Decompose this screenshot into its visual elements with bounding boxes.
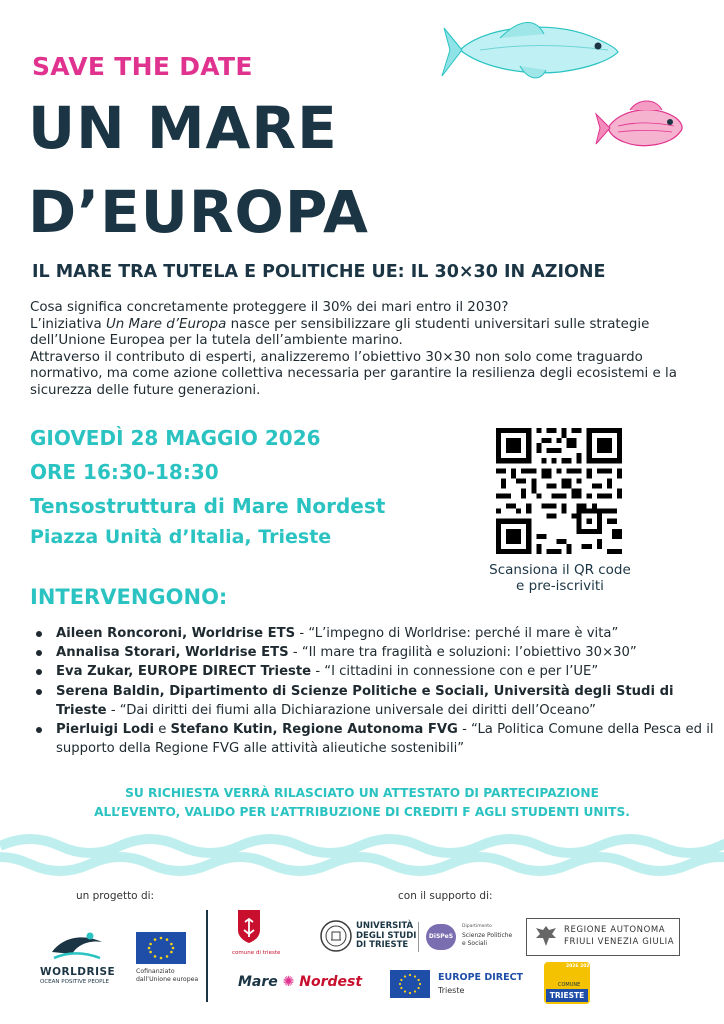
registration-qr-code[interactable] [496,428,622,554]
mare-nordest-logo: Mare ✺ Nordest [238,974,363,990]
wave-decoration [0,828,724,878]
eu-cofund-text: Cofinanziato dall’Unione europea [136,968,199,983]
project-label: un progetto di: [76,890,155,902]
intro-line1: Cosa significa concretamente proteggere il 30% dei mari entro il 2030? [30,300,509,315]
dispes-logo: DiSPeS [426,924,456,950]
worldrise-logo-icon [50,932,104,962]
fvg-eagle-icon [532,922,560,950]
trieste-badge-label: TRIESTE [546,989,588,1002]
comune-trieste-label: comune di trieste [232,950,281,956]
event-subtitle: IL MARE TRA TUTELA E POLITICHE UE: IL 30×30 IN AZIONE [32,262,606,282]
speaker-item: Serena Baldin, Dipartimento di Scienze Politiche e Sociali, Università degli Studi di Trieste - “Dai diritti dei fiumi alla Dichiarazione universale dei diritti dell’Oceano” [36,682,716,720]
units-name: UNIVERSITÀ DEGLI STUDI DI TRIESTE [356,921,417,950]
eu-flag-icon [136,932,186,964]
speaker-item: Annalisa Storari, Worldrise ETS - “Il mare tra fragilità e soluzioni: l’obiettivo 30×30” [36,643,716,662]
certificate-notice: SU RICHIESTA VERRÀ RILASCIATO UN ATTESTATO DI PARTECIPAZIONE ALL’EVENTO, VALIDO PER L’ATTRIBUZIONE DI CREDITI F AGLI STUDENTI UNITS. [94,786,630,819]
trieste-badge-comune: COMUNE [558,982,581,988]
speakers-list [36,624,716,758]
intro-line3: Attraverso il contributo di esperti, analizzeremo l’obiettivo 30×30 non solo come traguardo normativo, ma come azione collettiva necessaria per garantire la resilienza degli ecosistemi e la sicurezza delle future generazioni. [30,349,677,398]
intro-paragraph [30,300,710,399]
speaker-item: Pierluigi Lodi e Stefano Kutin, Regione Autonoma FVG - “La Politica Comune della Pesca ed il supporto della Regione FVG alle attività alieutiche sostenibili” [36,720,716,758]
event-title-line1: UN MARE [28,94,338,162]
event-date: GIOVEDÌ 28 MAGGIO 2026 [30,426,321,450]
region-fvg-text: REGIONE AUTONOMA FRIULI VENEZIA GIULIA [564,925,675,947]
europe-direct-name: EUROPE DIRECT [438,972,524,983]
worldrise-name: WORLDRISE [40,966,116,978]
pink-fish-illustration [594,96,686,158]
event-time: ORE 16:30-18:30 [30,460,219,484]
intro-line2: L’iniziativa Un Mare d’Europa nasce per sensibilizzare gli studenti universitari sulle strategie dell’Unione Europea per la tutela dell’ambiente marino. [30,316,650,348]
qr-caption: Scansiona il QR code e pre-iscriviti [489,562,631,594]
save-the-date-label: SAVE THE DATE [32,52,253,81]
speaker-item: Aileen Roncoroni, Worldrise ETS - “L’impegno di Worldrise: perché il mare è vita” [36,624,716,643]
footer-divider [206,910,208,1002]
event-address: Piazza Unità d’Italia, Trieste [30,526,332,548]
event-venue: Tensostruttura di Mare Nordest [30,494,386,518]
units-divider [418,922,419,952]
tuna-fish-illustration [440,14,622,86]
comune-trieste-crest-icon [236,908,262,944]
dispes-text: Scienze Politiche e Sociali [462,932,513,947]
speakers-heading: INTERVENGONO: [30,585,228,609]
europe-direct-city: Trieste [438,986,465,995]
europe-direct-flag-icon [390,970,430,998]
event-title-line2: D’EUROPA [28,178,369,246]
units-seal-icon [320,920,352,952]
dispes-label: Dipartimento [462,924,492,929]
support-label: con il supporto di: [398,890,493,902]
worldrise-tagline: OCEAN POSITIVE PEOPLE [40,979,109,985]
speaker-item: Eva Zukar, EUROPE DIRECT Trieste - “I cittadini in connessione con e per l’UE” [36,662,716,681]
trieste-badge-years: 2026 2027 [566,964,593,969]
